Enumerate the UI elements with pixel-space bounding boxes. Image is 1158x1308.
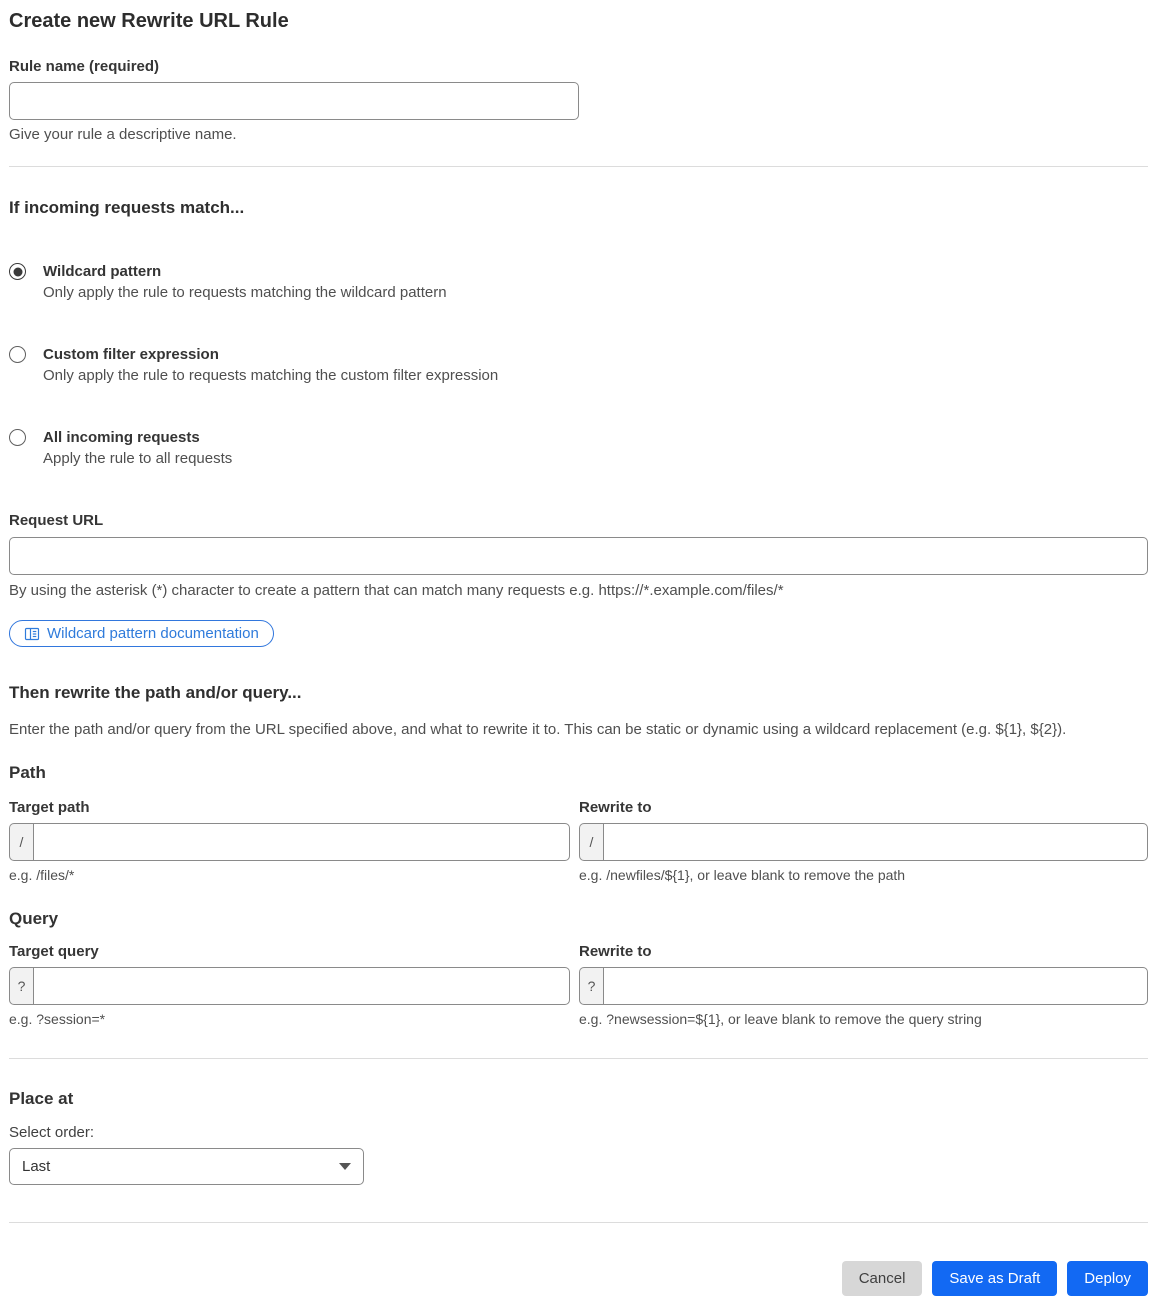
order-select[interactable]: [9, 1148, 364, 1185]
query-rewrite-example: e.g. ?newsession=${1}, or leave blank to remove the query string: [579, 1011, 982, 1027]
query-prefix: ?: [9, 967, 33, 1005]
match-section-heading: If incoming requests match...: [9, 198, 245, 217]
path-rewrite-input[interactable]: [603, 823, 1148, 861]
radio-option-custom-filter[interactable]: [9, 344, 1148, 386]
chevron-down-icon: [339, 1163, 351, 1170]
target-path-label: Target path: [9, 799, 90, 816]
rule-name-input[interactable]: [9, 82, 579, 120]
radio-option-wildcard-pattern[interactable]: [9, 261, 1148, 303]
wildcard-docs-button-label: Wildcard pattern documentation: [47, 625, 259, 642]
query-rewrite-to-label: Rewrite to: [579, 943, 652, 960]
query-rewrite-group: [579, 967, 1148, 1005]
order-select-value: Last: [22, 1158, 51, 1175]
cancel-button[interactable]: Cancel: [842, 1261, 923, 1296]
request-url-label: Request URL: [9, 512, 104, 529]
page-title: Create new Rewrite URL Rule: [9, 10, 289, 32]
select-order-label: Select order:: [9, 1124, 95, 1141]
request-url-input[interactable]: [9, 537, 1148, 575]
path-prefix: /: [9, 823, 33, 861]
rewrite-section-heading: Then rewrite the path and/or query...: [9, 683, 302, 702]
radio-button-icon[interactable]: [9, 263, 26, 280]
divider: [9, 166, 1148, 167]
target-query-label: Target query: [9, 943, 99, 960]
deploy-button[interactable]: Deploy: [1067, 1261, 1148, 1296]
radio-option-all-requests[interactable]: [9, 427, 1148, 469]
divider: [9, 1222, 1148, 1223]
path-rewrite-example: e.g. /newfiles/${1}, or leave blank to remove the path: [579, 867, 906, 883]
target-path-input[interactable]: [33, 823, 570, 861]
request-url-helper: By using the asterisk (*) character to create a pattern that can match many requests e.g. https://*.example.com/files/*: [9, 582, 784, 599]
rule-name-label: Rule name (required): [9, 58, 160, 75]
path-prefix: /: [579, 823, 603, 861]
wildcard-docs-button[interactable]: [9, 620, 274, 647]
target-path-group: [9, 823, 570, 861]
radio-option-description: Apply the rule to all requests: [43, 450, 233, 467]
radio-option-label[interactable]: All incoming requests: [43, 429, 200, 446]
radio-option-description: Only apply the rule to requests matching the wildcard pattern: [43, 284, 447, 301]
radio-option-label[interactable]: Wildcard pattern: [43, 263, 162, 280]
target-query-example: e.g. ?session=*: [9, 1011, 106, 1027]
rewrite-section-description: Enter the path and/or query from the URL specified above, and what to rewrite it to. This can be static or dynamic using a wildcard replacement (e.g. ${1}, ${2}).: [9, 721, 1067, 738]
book-icon: [24, 626, 40, 642]
save-as-draft-button[interactable]: Save as Draft: [932, 1261, 1057, 1296]
place-at-heading: Place at: [9, 1089, 74, 1108]
radio-option-label[interactable]: Custom filter expression: [43, 346, 219, 363]
path-rewrite-group: [579, 823, 1148, 861]
target-path-example: e.g. /files/*: [9, 867, 75, 883]
target-query-input[interactable]: [33, 967, 570, 1005]
divider: [9, 1058, 1148, 1059]
path-heading: Path: [9, 763, 46, 782]
query-heading: Query: [9, 909, 59, 928]
rule-name-helper: Give your rule a descriptive name.: [9, 126, 237, 143]
query-prefix: ?: [579, 967, 603, 1005]
target-query-group: [9, 967, 570, 1005]
radio-button-icon[interactable]: [9, 429, 26, 446]
query-rewrite-input[interactable]: [603, 967, 1148, 1005]
radio-button-icon[interactable]: [9, 346, 26, 363]
radio-option-description: Only apply the rule to requests matching the custom filter expression: [43, 367, 499, 384]
path-rewrite-to-label: Rewrite to: [579, 799, 652, 816]
